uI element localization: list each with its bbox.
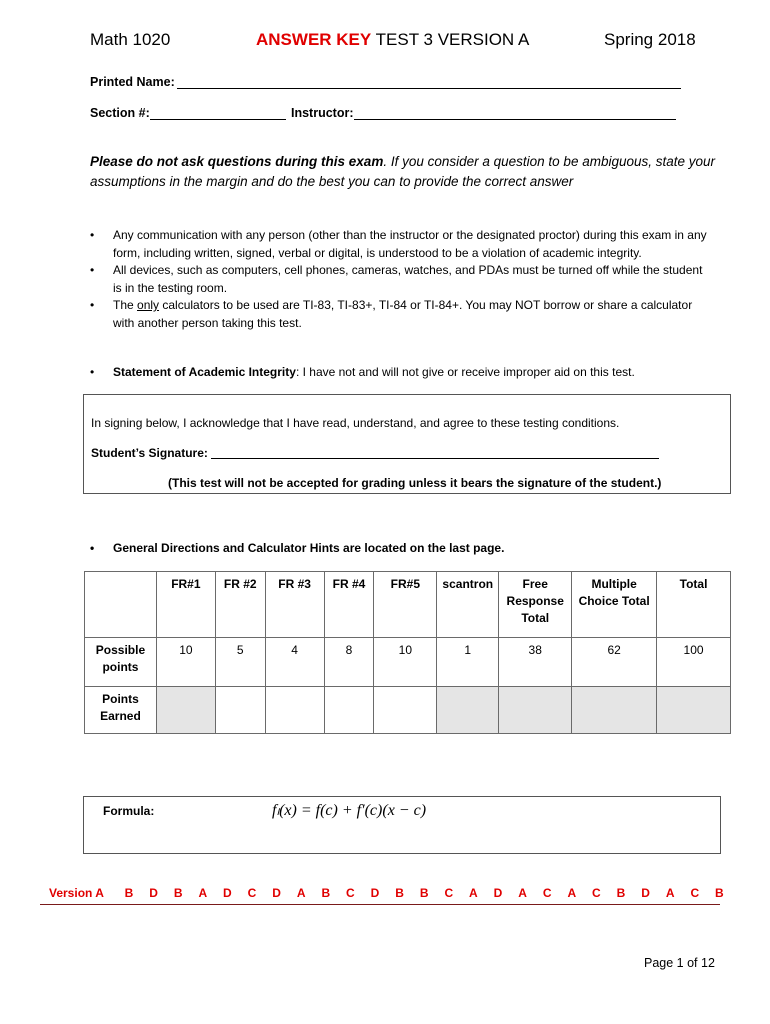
rule-text: All devices, such as computers, cell phones, cameras, watches, and PDAs must be turned off while the student is in the testing room. <box>113 263 703 295</box>
answer-letter: D <box>641 886 650 900</box>
table-cell: 1 <box>437 638 499 687</box>
answer-letter: D <box>223 886 232 900</box>
score-entry-cell[interactable] <box>657 687 731 734</box>
header-cell: Free Response Total <box>499 572 572 638</box>
rules-list <box>90 227 710 332</box>
linearization-formula: fₗ(x) = f(c) + f′(c)(x − c) <box>272 802 427 819</box>
row-label: Possible points <box>85 638 157 687</box>
warning-bold: Please do not ask questions during this exam <box>90 154 384 169</box>
table-cell: 10 <box>156 638 215 687</box>
table-cell: 10 <box>374 638 437 687</box>
instructor-label: Instructor: <box>291 106 354 120</box>
score-entry-cell[interactable] <box>437 687 499 734</box>
score-entry-cell[interactable] <box>572 687 657 734</box>
bullet-icon: • <box>90 541 95 555</box>
answer-letter: B <box>419 886 429 900</box>
table-cell: 100 <box>657 638 731 687</box>
answer-key-row <box>40 886 724 905</box>
signature-box <box>83 394 731 494</box>
instructor-line[interactable] <box>354 119 676 120</box>
general-text: General Directions and Calculator Hints are located on the last page. <box>113 541 505 555</box>
score-entry-cell[interactable] <box>156 687 215 734</box>
answer-key-label: ANSWER KEY <box>256 30 372 49</box>
section-line[interactable] <box>150 119 286 120</box>
rule-only: only <box>137 298 160 312</box>
test-title <box>256 30 529 50</box>
answer-letter: D <box>272 886 281 900</box>
score-entry-cell[interactable] <box>215 687 265 734</box>
header-cell: Multiple Choice Total <box>572 572 657 638</box>
bullet-icon: • <box>90 365 95 379</box>
answer-letter: A <box>567 886 577 900</box>
answer-letter: B <box>395 886 404 900</box>
page-number: Page 1 of 12 <box>644 956 715 970</box>
header-cell: FR#5 <box>374 572 437 638</box>
answer-letter: A <box>469 886 478 900</box>
header-cell: Total <box>657 572 731 638</box>
warning-text: . If you consider a question to be ambiguous, state your assumptions in the margin and do the best you can to provide the correct answer <box>90 154 716 189</box>
table-row <box>85 638 731 687</box>
answer-letter: C <box>444 886 454 900</box>
table-row <box>85 687 731 734</box>
answer-letter: B <box>616 886 626 900</box>
signature-note: (This test will not be accepted for grading unless it bears the signature of the student.) <box>168 476 662 490</box>
answer-letter: C <box>346 886 355 900</box>
rule-post: calculators to be used are TI-83, TI-83+, TI-84 or TI-84+. You may NOT borrow or share a calculator with another person taking this test. <box>113 298 693 330</box>
score-entry-cell[interactable] <box>499 687 572 734</box>
answer-letter: B <box>124 886 134 900</box>
table-cell: 4 <box>265 638 324 687</box>
answer-letter: A <box>665 886 675 900</box>
formula-label: Formula: <box>103 804 155 818</box>
term-label: Spring 2018 <box>604 30 696 49</box>
score-entry-cell[interactable] <box>374 687 437 734</box>
rule-pre: The <box>113 298 138 312</box>
signature-line[interactable] <box>211 458 659 459</box>
answer-letter: C <box>542 886 552 900</box>
score-entry-cell[interactable] <box>265 687 324 734</box>
answer-letter: D <box>370 886 380 900</box>
integrity-text: : I have not and will not give or receive improper aid on this test. <box>295 365 635 379</box>
bullet-icon: • <box>90 298 95 312</box>
table-header-row <box>85 572 731 638</box>
version-label: Version A <box>49 886 104 900</box>
header-cell: FR #4 <box>324 572 374 638</box>
answer-letter: C <box>592 886 601 900</box>
exam-warning <box>90 152 730 192</box>
signature-label: Student’s Signature: <box>91 446 208 460</box>
answer-letter: A <box>518 886 527 900</box>
answer-letter: A <box>198 886 208 900</box>
test-version-label: TEST 3 VERSION A <box>375 30 530 49</box>
section-label: Section #: <box>90 106 150 120</box>
bullet-icon: • <box>90 263 95 277</box>
general-directions <box>90 541 770 555</box>
integrity-label: Statement of Academic Integrity <box>113 365 296 379</box>
table-cell: 62 <box>572 638 657 687</box>
header-cell: FR#1 <box>156 572 215 638</box>
rule-text: Any communication with any person (other than the instructor or the designated proctor) during this exam in any form, including written, signed, verbal or digital, is understood to be a violation of academic integrity. <box>113 228 707 260</box>
score-table <box>84 571 731 734</box>
table-cell: 38 <box>499 638 572 687</box>
course-title: Math 1020 <box>90 30 171 49</box>
answer-letter: B <box>715 886 724 900</box>
header-corner <box>85 572 157 638</box>
answer-letter: D <box>149 886 158 900</box>
answer-letter: A <box>296 886 306 900</box>
row-label: Points Earned <box>85 687 157 734</box>
rule-item <box>90 262 710 297</box>
answer-letter: C <box>247 886 257 900</box>
acknowledgement-text: In signing below, I acknowledge that I have read, understand, and agree to these testing conditions. <box>91 416 620 430</box>
answer-letter: D <box>493 886 503 900</box>
table-cell: 5 <box>215 638 265 687</box>
bullet-icon: • <box>90 228 95 242</box>
printed-name-label: Printed Name: <box>90 75 175 89</box>
header-cell: scantron <box>437 572 499 638</box>
answer-letter: B <box>173 886 183 900</box>
header-cell: FR #2 <box>215 572 265 638</box>
integrity-statement <box>90 365 733 379</box>
header-cell: FR #3 <box>265 572 324 638</box>
answer-letter: C <box>690 886 700 900</box>
printed-name-line[interactable] <box>177 88 681 89</box>
table-cell: 8 <box>324 638 374 687</box>
answer-letter: B <box>321 886 331 900</box>
rule-item <box>90 297 710 332</box>
score-entry-cell[interactable] <box>324 687 374 734</box>
rule-item <box>90 227 710 262</box>
